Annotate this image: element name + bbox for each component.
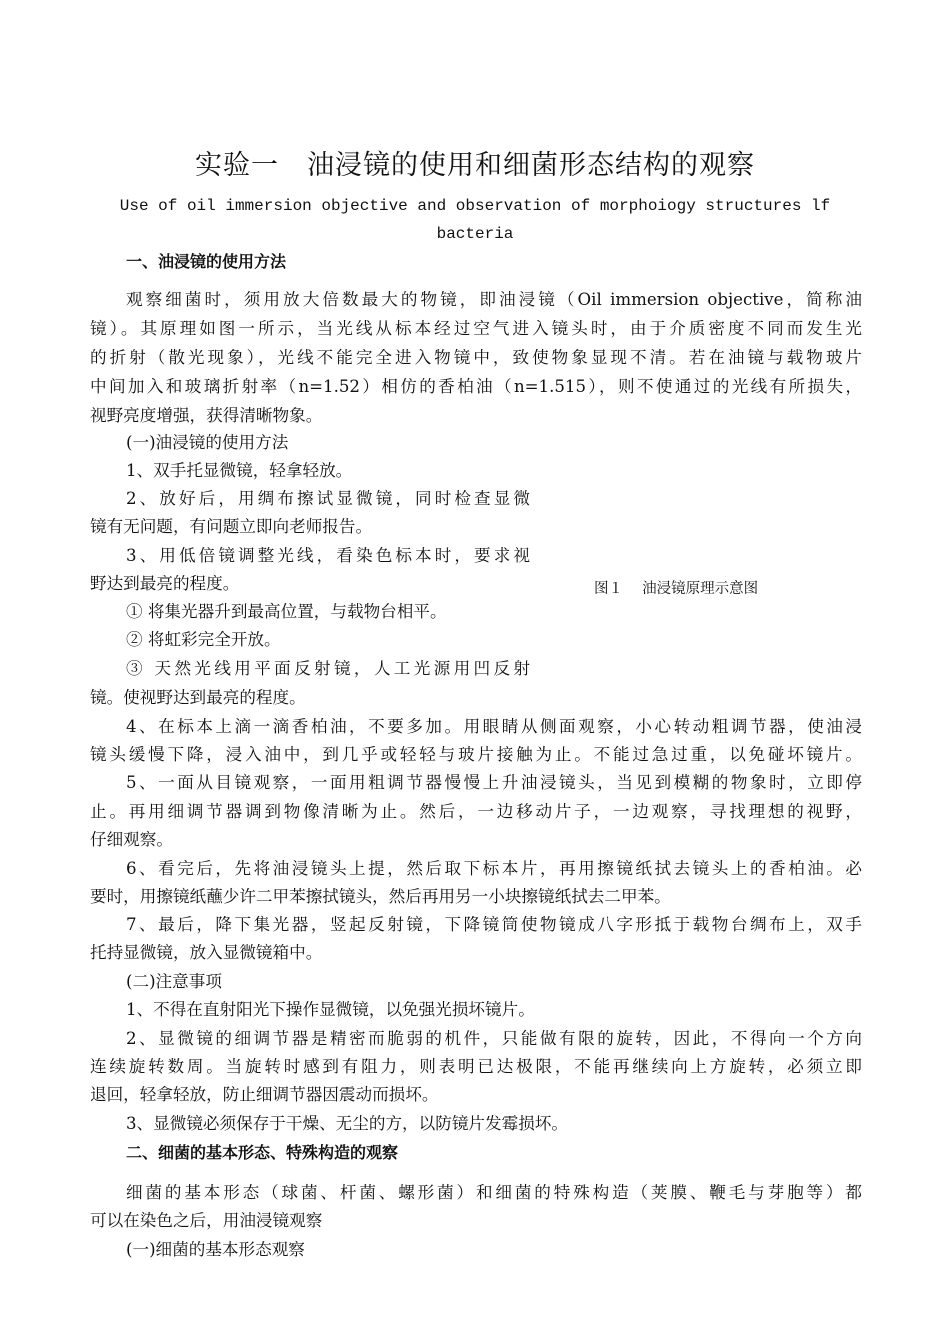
- paragraph-line: 退回，轻拿轻放，防止细调节器因震动而损坏。: [90, 1085, 439, 1104]
- subsection-heading: (一)油浸镜的使用方法: [126, 433, 289, 452]
- paragraph-line: 4、在标本上滴一滴香柏油，不要多加。用眼睛从侧面观察，小心转动粗调节器，使油浸: [126, 717, 862, 736]
- list-item: 1、不得在直射阳光下操作显微镜，以免强光损坏镜片。: [126, 1000, 535, 1019]
- list-item: ① 将集光器升到最高位置，与载物台相平。: [126, 602, 447, 621]
- paragraph-line: 中间加入和玻璃折射率（n=1.52）相仿的香柏油（n=1.515），则不使通过的光线有所损失，: [90, 377, 862, 396]
- list-item: 3、显微镜必须保存于干燥、无尘的方，以防镜片发霉损坏。: [126, 1114, 568, 1133]
- paragraph-line: 可以在染色之后，用油浸镜观察: [90, 1211, 323, 1230]
- subsection-heading: (一)细菌的基本形态观察: [126, 1240, 305, 1259]
- page-title: 实验一 油浸镜的使用和细菌形态结构的观察: [195, 150, 755, 181]
- list-item: ② 将虹彩完全开放。: [126, 630, 281, 649]
- list-item: 镜。使视野达到最亮的程度。: [90, 688, 306, 707]
- subsection-heading: (二)注意事项: [126, 972, 222, 991]
- paragraph-line: 镜头缓慢下降，浸入油中，到几乎或轻轻与玻片接触为止。不能过急过重，以免碰坏镜片。: [90, 745, 862, 764]
- paragraph-line: 5、一面从目镜观察，一面用粗调节器慢慢上升油浸镜头，当见到模糊的物象时，立即停: [126, 773, 862, 792]
- page-subtitle: Use of oil immersion objective and observation of morphoiogy structures lf bacteria: [119, 197, 831, 243]
- list-item: 镜有无问题，有问题立即向老师报告。: [90, 517, 373, 536]
- paragraph-line: 7、最后，降下集光器，竖起反射镜，下降镜筒使物镜成八字形抵于载物台绸布上，双手: [126, 915, 862, 934]
- list-item: 3、用低倍镜调整光线，看染色标本时，要求视: [126, 546, 530, 565]
- paragraph-line: 的折射（散光现象），光线不能完全进入物镜中，致使物象显现不清。若在油镜与载物玻片: [90, 348, 862, 367]
- section-heading: 二、细菌的基本形态、特殊构造的观察: [126, 1143, 399, 1162]
- paragraph-line: 视野亮度增强，获得清晰物象。: [90, 406, 323, 425]
- paragraph-line: 镜）。其原理如图一所示，当光线从标本经过空气进入镜头时，由于介质密度不同而发生光: [90, 319, 862, 338]
- paragraph-line: 观察细菌时，须用放大倍数最大的物镜，即油浸镜（Oil immersion objective，简称油: [126, 290, 862, 309]
- list-item: 2、放好后，用绸布擦试显微镜，同时检查显微: [126, 489, 530, 508]
- oil-immersion-diagram: [560, 456, 860, 566]
- paragraph-line: 托持显微镜，放入显微镜箱中。: [90, 943, 323, 962]
- paragraph-line: 要时，用擦镜纸蘸少许二甲苯擦拭镜头，然后再用另一小块擦镜纸拭去二甲苯。: [90, 887, 671, 906]
- list-item: 野达到最亮的程度。: [90, 574, 240, 593]
- section-heading: 一、油浸镜的使用方法: [126, 252, 287, 271]
- paragraph-line: 仔细观察。: [90, 830, 173, 849]
- paragraph-line: 止。再用细调节器调到物像清晰为止。然后，一边移动片子，一边观察，寻找理想的视野，: [90, 802, 862, 821]
- paragraph-line: 连续旋转数周。当旋转时感到有阻力，则表明已达极限，不能再继续向上方旋转，必须立即: [90, 1057, 862, 1076]
- list-item: ③ 天然光线用平面反射镜，人工光源用凹反射: [126, 659, 530, 678]
- list-item: 2、显微镜的细调节器是精密而脆弱的机件，只能做有限的旋转，因此，不得向一个方向: [126, 1029, 862, 1048]
- list-item: 1、双手托显微镜，轻拿轻放。: [126, 461, 353, 480]
- diagram-image: [560, 456, 860, 566]
- paragraph-line: 6、看完后，先将油浸镜头上提，然后取下标本片，再用擦镜纸拭去镜头上的香柏油。必: [126, 859, 862, 878]
- figure-caption: 图１ 油浸镜原理示意图: [594, 581, 759, 597]
- paragraph-line: 细菌的基本形态（球菌、杆菌、螺形菌）和细菌的特殊构造（荚膜、鞭毛与芽胞等）都: [126, 1183, 862, 1202]
